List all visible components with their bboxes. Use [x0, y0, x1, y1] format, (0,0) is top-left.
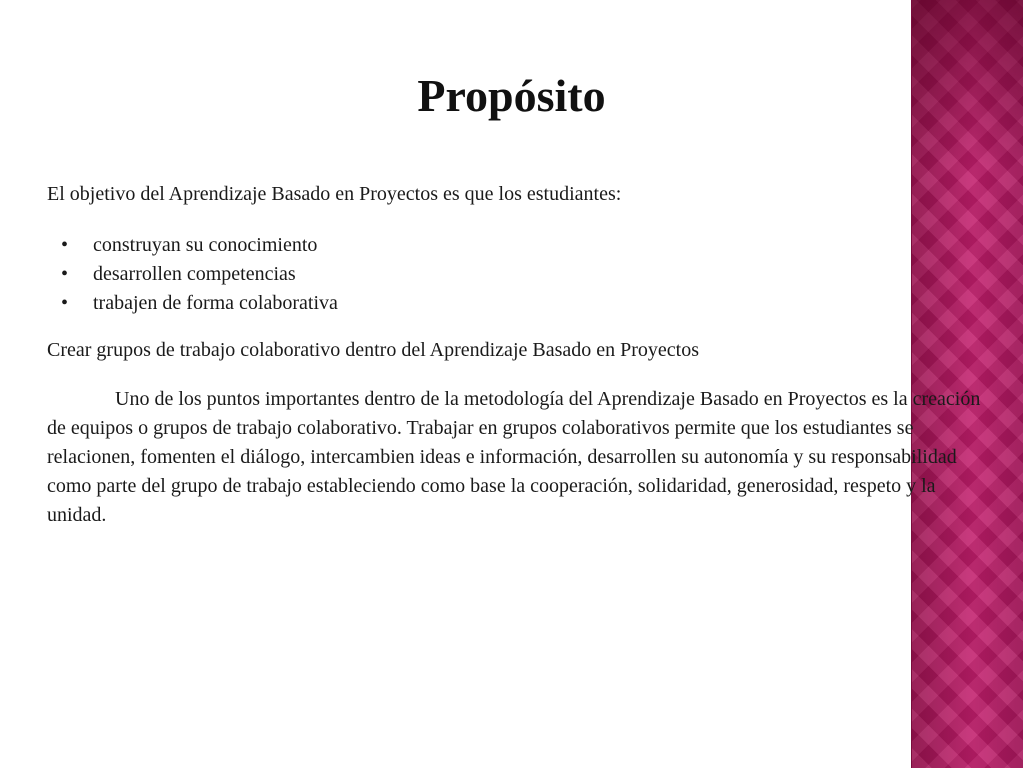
section-subheading: Crear grupos de trabajo colaborativo dentro del Aprendizaje Basado en Proyectos	[47, 339, 700, 361]
bullet-icon: •	[61, 263, 69, 285]
bullet-list	[47, 231, 992, 318]
slide-content	[47, 180, 992, 530]
bullet-icon: •	[61, 234, 69, 256]
bullet-icon: •	[61, 292, 69, 314]
bullet-item	[47, 260, 992, 289]
body-paragraph: Uno de los puntos importantes dentro de la metodología del Aprendizaje Basado en Proyectos es la creación de equipos o grupos de trabajo colaborativo. Trabajar en grupos colaborativos permite que los estudiantes se relacionen, fomenten el diálogo, intercambien ideas e información, desarrollen su autonomía y su responsabilidad como parte del grupo de trabajo estableciendo como base la cooperación, solidaridad, generosidad, respeto y la unidad.	[47, 388, 981, 526]
bullet-text: construyan su conocimiento	[93, 234, 318, 256]
bullet-text: desarrollen competencias	[93, 263, 296, 285]
slide-title-text: Propósito	[417, 70, 606, 121]
slide-title	[0, 66, 1023, 126]
bullet-text: trabajen de forma colaborativa	[93, 292, 338, 314]
bullet-item	[47, 289, 992, 318]
bullet-item	[47, 231, 992, 260]
intro-text: El objetivo del Aprendizaje Basado en Proyectos es que los estudiantes:	[47, 183, 622, 205]
